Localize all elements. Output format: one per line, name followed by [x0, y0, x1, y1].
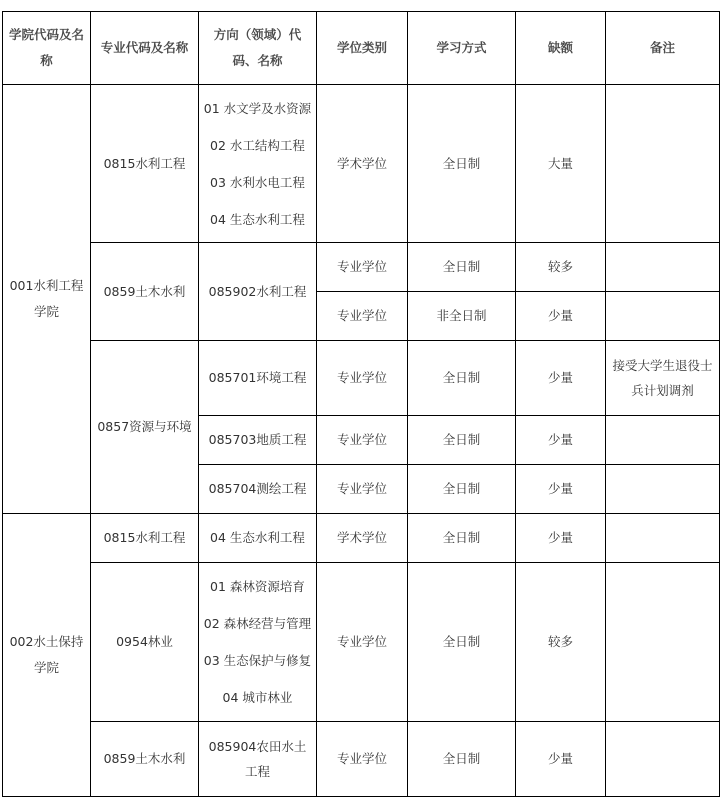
degree-cell: 专业学位: [317, 416, 408, 465]
remarks-cell: [606, 292, 720, 341]
header-direction: 方向（领域）代码、名称: [199, 12, 317, 85]
college-cell: 001水利工程学院: [3, 85, 91, 514]
direction-item: 03 生态保护与修复: [203, 653, 312, 668]
direction-cell: 085902水利工程: [199, 243, 317, 341]
table-row: [3, 722, 720, 797]
major-cell: 0815水利工程: [91, 514, 199, 563]
vacancy-cell: 少量: [516, 341, 606, 416]
direction-cell: 085701环境工程: [199, 341, 317, 416]
remarks-cell: [606, 514, 720, 563]
degree-cell: 学术学位: [317, 85, 408, 243]
major-cell: 0815水利工程: [91, 85, 199, 243]
vacancy-cell: 较多: [516, 563, 606, 722]
direction-cell: [199, 563, 317, 722]
header-college: 学院代码及名称: [3, 12, 91, 85]
degree-cell: 专业学位: [317, 243, 408, 292]
mode-cell: 全日制: [408, 722, 516, 797]
vacancy-cell: 少量: [516, 292, 606, 341]
remarks-cell: [606, 243, 720, 292]
header-degree-type: 学位类别: [317, 12, 408, 85]
degree-cell: 专业学位: [317, 465, 408, 514]
header-vacancy: 缺额: [516, 12, 606, 85]
direction-item: 02 森林经营与管理: [203, 616, 312, 631]
major-cell: 0954林业: [91, 563, 199, 722]
vacancy-cell: 较多: [516, 243, 606, 292]
direction-cell: [199, 85, 317, 243]
mode-cell: 非全日制: [408, 292, 516, 341]
remarks-cell: 接受大学生退役士兵计划调剂: [606, 341, 720, 416]
remarks-cell: [606, 465, 720, 514]
mode-cell: 全日制: [408, 416, 516, 465]
degree-cell: 专业学位: [317, 563, 408, 722]
remarks-cell: [606, 563, 720, 722]
mode-cell: 全日制: [408, 514, 516, 563]
table-row: [3, 85, 720, 243]
mode-cell: 全日制: [408, 563, 516, 722]
remarks-cell: [606, 722, 720, 797]
major-cell: 0859土木水利: [91, 243, 199, 341]
remarks-cell: [606, 85, 720, 243]
degree-cell: 学术学位: [317, 514, 408, 563]
major-cell: 0859土木水利: [91, 722, 199, 797]
vacancy-cell: 少量: [516, 514, 606, 563]
major-cell: 0857资源与环境: [91, 341, 199, 514]
direction-cell: 085704测绘工程: [199, 465, 317, 514]
header-remarks: 备注: [606, 12, 720, 85]
vacancy-cell: 大量: [516, 85, 606, 243]
degree-cell: 专业学位: [317, 341, 408, 416]
direction-item: 01 水文学及水资源: [203, 100, 312, 116]
direction-item: 04 生态水利工程: [210, 211, 305, 227]
remarks-cell: [606, 416, 720, 465]
direction-item: 01 森林资源培育: [210, 579, 305, 594]
degree-cell: 专业学位: [317, 722, 408, 797]
direction-cell: 085703地质工程: [199, 416, 317, 465]
direction-cell: 04 生态水利工程: [199, 514, 317, 563]
vacancy-cell: 少量: [516, 722, 606, 797]
vacancy-cell: 少量: [516, 416, 606, 465]
direction-item: 03 水利水电工程: [210, 174, 305, 190]
mode-cell: 全日制: [408, 341, 516, 416]
college-cell: 002水土保持学院: [3, 514, 91, 797]
table-row: [3, 563, 720, 722]
header-major: 专业代码及名称: [91, 12, 199, 85]
admissions-table-frame: [2, 11, 720, 801]
vacancy-cell: 少量: [516, 465, 606, 514]
mode-cell: 全日制: [408, 465, 516, 514]
direction-item: 02 水工结构工程: [210, 137, 305, 153]
admissions-table: [2, 11, 720, 797]
table-row: [3, 341, 720, 416]
degree-cell: 专业学位: [317, 292, 408, 341]
mode-cell: 全日制: [408, 85, 516, 243]
mode-cell: 全日制: [408, 243, 516, 292]
header-study-mode: 学习方式: [408, 12, 516, 85]
direction-item: 04 城市林业: [222, 690, 293, 705]
table-row: [3, 514, 720, 563]
direction-cell: 085904农田水土工程: [199, 722, 317, 797]
table-row: [3, 243, 720, 292]
header-row: [3, 12, 720, 85]
